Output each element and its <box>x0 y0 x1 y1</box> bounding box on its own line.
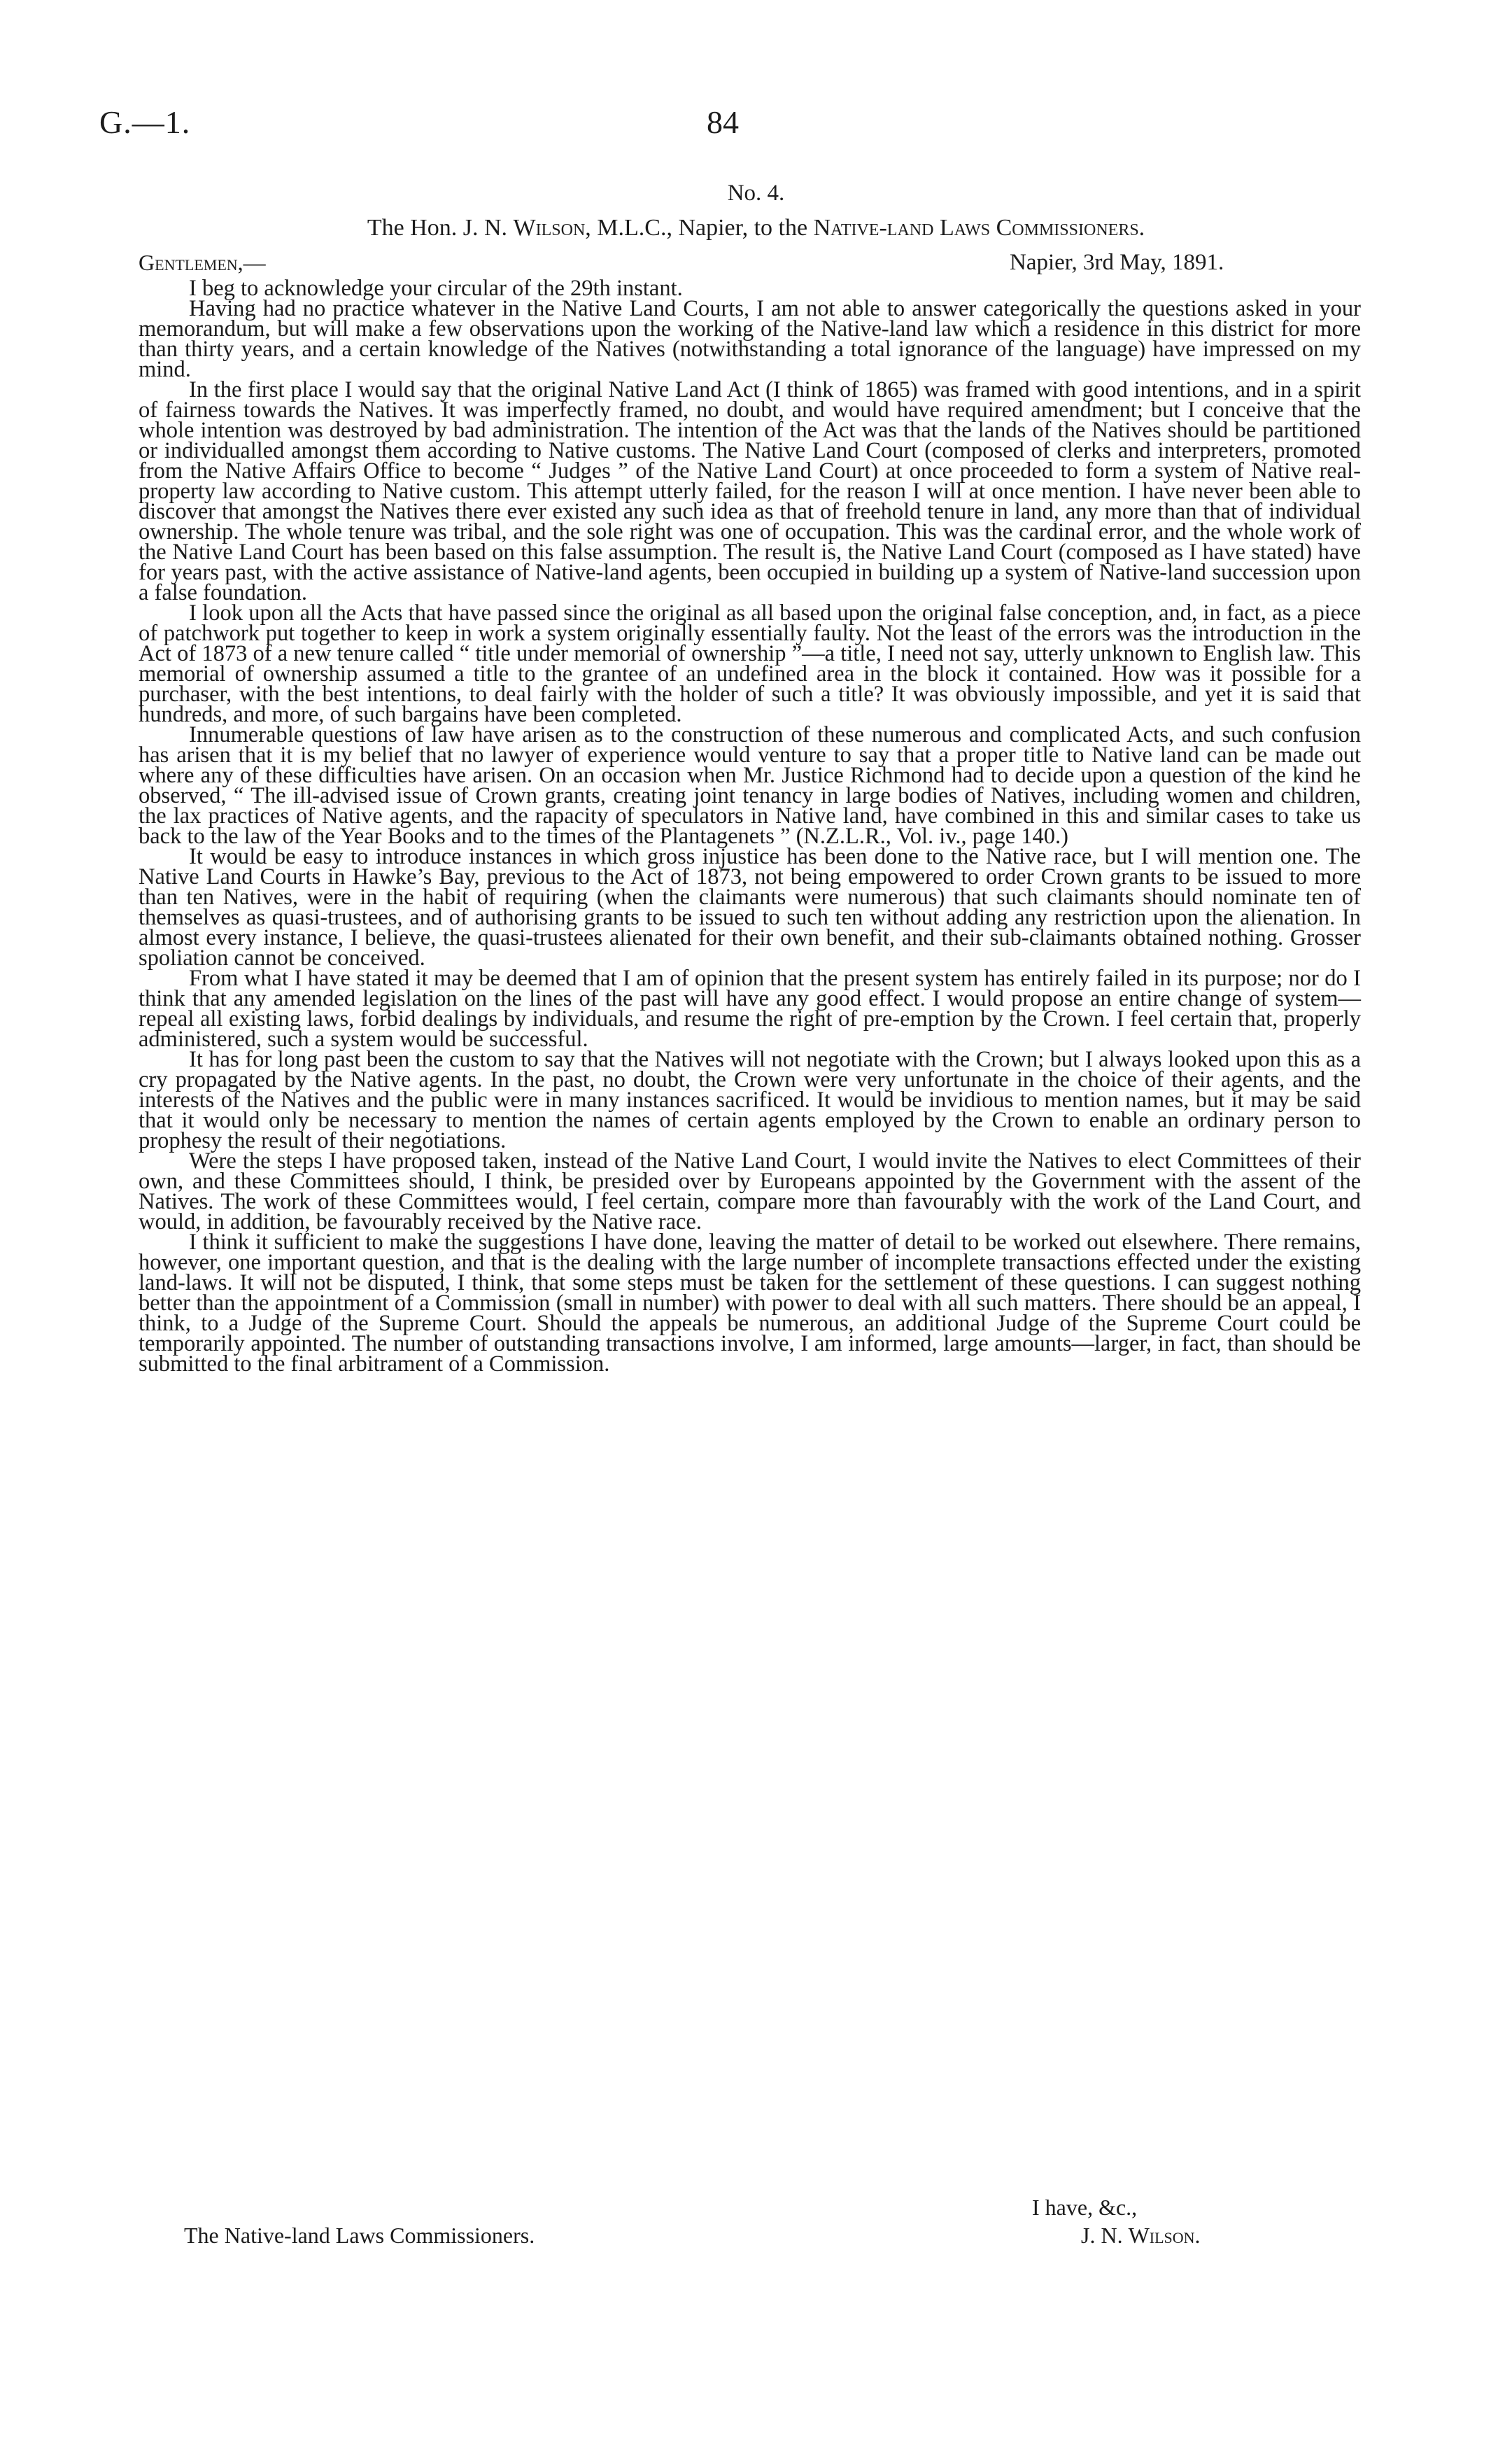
addressee: The Native-land Laws Commissioners. <box>184 2223 535 2248</box>
signature-initials: J. N. <box>1081 2223 1129 2248</box>
paragraph: From what I have stated it may be deemed that I am of opinion that the present system has entirely failed in its purpose; nor do I think that any amended legislation on the lines of the past will have any good effect. I would propose an entire change of system—repeal all existing laws, forbid dealings by individuals, and resume the right of pre-emption by the Crown. I feel certain that, properly administered, such a system would be successful. <box>139 966 1361 1052</box>
report-reference: G.—1. <box>99 104 191 140</box>
signature-end: . <box>1194 2223 1201 2248</box>
paragraph: Were the steps I have proposed taken, instead of the Native Land Court, I would invite the Natives to elect Committees of their own, and these Committees should, I think, be presided over by Europeans appointed by the Government with the assent of the Natives. The work of these Committees would, I feel certain, compare more than favourably with the work of the Land Court, and would, in addition, be favourably received by the Native race. <box>139 1148 1361 1234</box>
paragraph: I look upon all the Acts that have passed since the original as all based upon the original false conception, and, in fact, as a piece of patchwork put together to keep in work a system originally essentially faulty. Not the least of the errors was the introduction in the Act of 1873 of a new tenure called “ title under memorial of ownership ”—a title, I need not say, utterly unknown to English law. This memorial of ownership assumed a title to the grantee of an undefined area in the block it contained. How was it possible for a purchaser, with the best intentions, to deal fairly with the holder of such a title? It was obviously impossible, and yet it is said that hundreds, and more, of such bargains have been completed. <box>139 600 1361 727</box>
signature <box>1081 2223 1201 2249</box>
title-mid: , M.L.C., Napier, to the <box>585 215 814 241</box>
paragraph: Having had no practice whatever in the Native Land Courts, I am not able to answer categorically the questions asked in your memorandum, but will make a few observations upon the working of the Native-land law which a residence in this district for more than thirty years, and a certain knowledge of the Natives (notwithstanding a total ignorance of the language) have impressed on my mind. <box>139 296 1361 382</box>
title-author-name: Wilson <box>513 215 586 241</box>
title-end: . <box>1138 215 1145 241</box>
paragraph: Innumerable questions of law have arisen as to the construction of these numerous and complicated Acts, and such confusion has arisen that it is my belief that no lawyer of experience would venture to say that a proper title to Native land can be made out where any of these difficulties have arisen. On an occasion when Mr. Justice Richmond had to decide upon a question of the kind he observed, “ The ill-advised issue of Crown grants, creating joint tenancy in large bodies of Natives, including women and children, the lax practices of Native agents, and the rapacity of speculators in Native land, have combined in this and similar cases to take us back to the law of the Year Books and to the times of the Plantagenets ” (N.Z.L.R., Vol. iv., page 140.) <box>139 722 1361 849</box>
document-number: No. 4. <box>727 181 785 206</box>
page-number: 84 <box>707 104 739 140</box>
dateline: Napier, 3rd May, 1891. <box>1010 250 1224 275</box>
title-addressee: Native-land Laws Commissioners <box>813 215 1139 241</box>
paragraph: It would be easy to introduce instances in which gross injustice has been done to the Native race, but I will mention one. The Native Land Courts in Hawke’s Bay, previous to the Act of 1873, not being empowered to order Crown grants to be issued to more than ten Natives, were in the habit of requiring (when the claimants were numerous) that such claimants should nominate ten of themselves as quasi-trustees, and of authorising grants to be issued to such ten without adding any restriction upon the alienation. In almost every instance, I believe, the quasi-trustees alienated for their own benefit, and their sub-claimants obtained nothing. Grosser spoliation cannot be conceived. <box>139 844 1361 971</box>
paragraph: In the first place I would say that the original Native Land Act (I think of 1865) was framed with good intentions, and in a spirit of fairness towards the Natives. It was imperfectly framed, no doubt, and would have required amendment; but I conceive that the whole intention was destroyed by bad administration. The intention of the Act was that the lands of the Natives should be partitioned or individualled amongst them according to Native customs. The Native Land Court (composed of clerks and interpreters, promoted from the Native Affairs Office to become “ Judges ” of the Native Land Court) at once proceeded to form a system of Native real-property law according to Native custom. This attempt utterly failed, for the reason I will at once mention. I have never been able to discover that amongst the Natives there ever existed any such idea as that of freehold tenure in land, any more than that of individual ownership. The whole tenure was tribal, and the sole right was one of occupation. This was the cardinal error, and the whole work of the Native Land Court has been based on this false assumption. The result is, the Native Land Court (composed as I have stated) have for years past, with the active assistance of Native-land agents, been occupied in building up a system of Native-land succession upon a false foundation. <box>139 377 1361 605</box>
signature-surname: Wilson <box>1128 2223 1195 2248</box>
letter-title <box>0 215 1512 241</box>
title-lead: The Hon. J. N. <box>367 215 514 241</box>
salutation: Gentlemen,— <box>139 250 266 275</box>
letter-body <box>139 276 1361 1377</box>
paragraph: I think it sufficient to make the suggestions I have done, leaving the matter of detail to be worked out elsewhere. There remains, however, one important question, and that is the dealing with the large number of incomplete transactions effected under the existing land-laws. It will not be disputed, I think, that some steps must be taken for the settlement of these questions. I can suggest nothing better than the appointment of a Commission (small in number) with power to deal with all such matters. There should be an appeal, I think, to a Judge of the Supreme Court. Should the appeals be numerous, an additional Judge of the Supreme Court could be temporarily appointed. The number of outstanding transactions involve, I am informed, large amounts—larger, in fact, than should be submitted to the final arbitrament of a Commission. <box>139 1230 1361 1377</box>
paragraph: It has for long past been the custom to say that the Natives will not negotiate with the Crown; but I always looked upon this as a cry propagated by the Native agents. In the past, no doubt, the Crown were very unfortunate in the choice of their agents, and the interests of the Natives and the public were in many instances sacrificed. It would be invidious to mention names, but it may be said that it would only be necessary to mention the names of certain agents employed by the Crown to enable an ordinary person to prophesy the result of their negotiations. <box>139 1047 1361 1153</box>
paragraph: I beg to acknowledge your circular of the 29th instant. <box>189 276 683 301</box>
closing: I have, &c., <box>1032 2195 1138 2220</box>
